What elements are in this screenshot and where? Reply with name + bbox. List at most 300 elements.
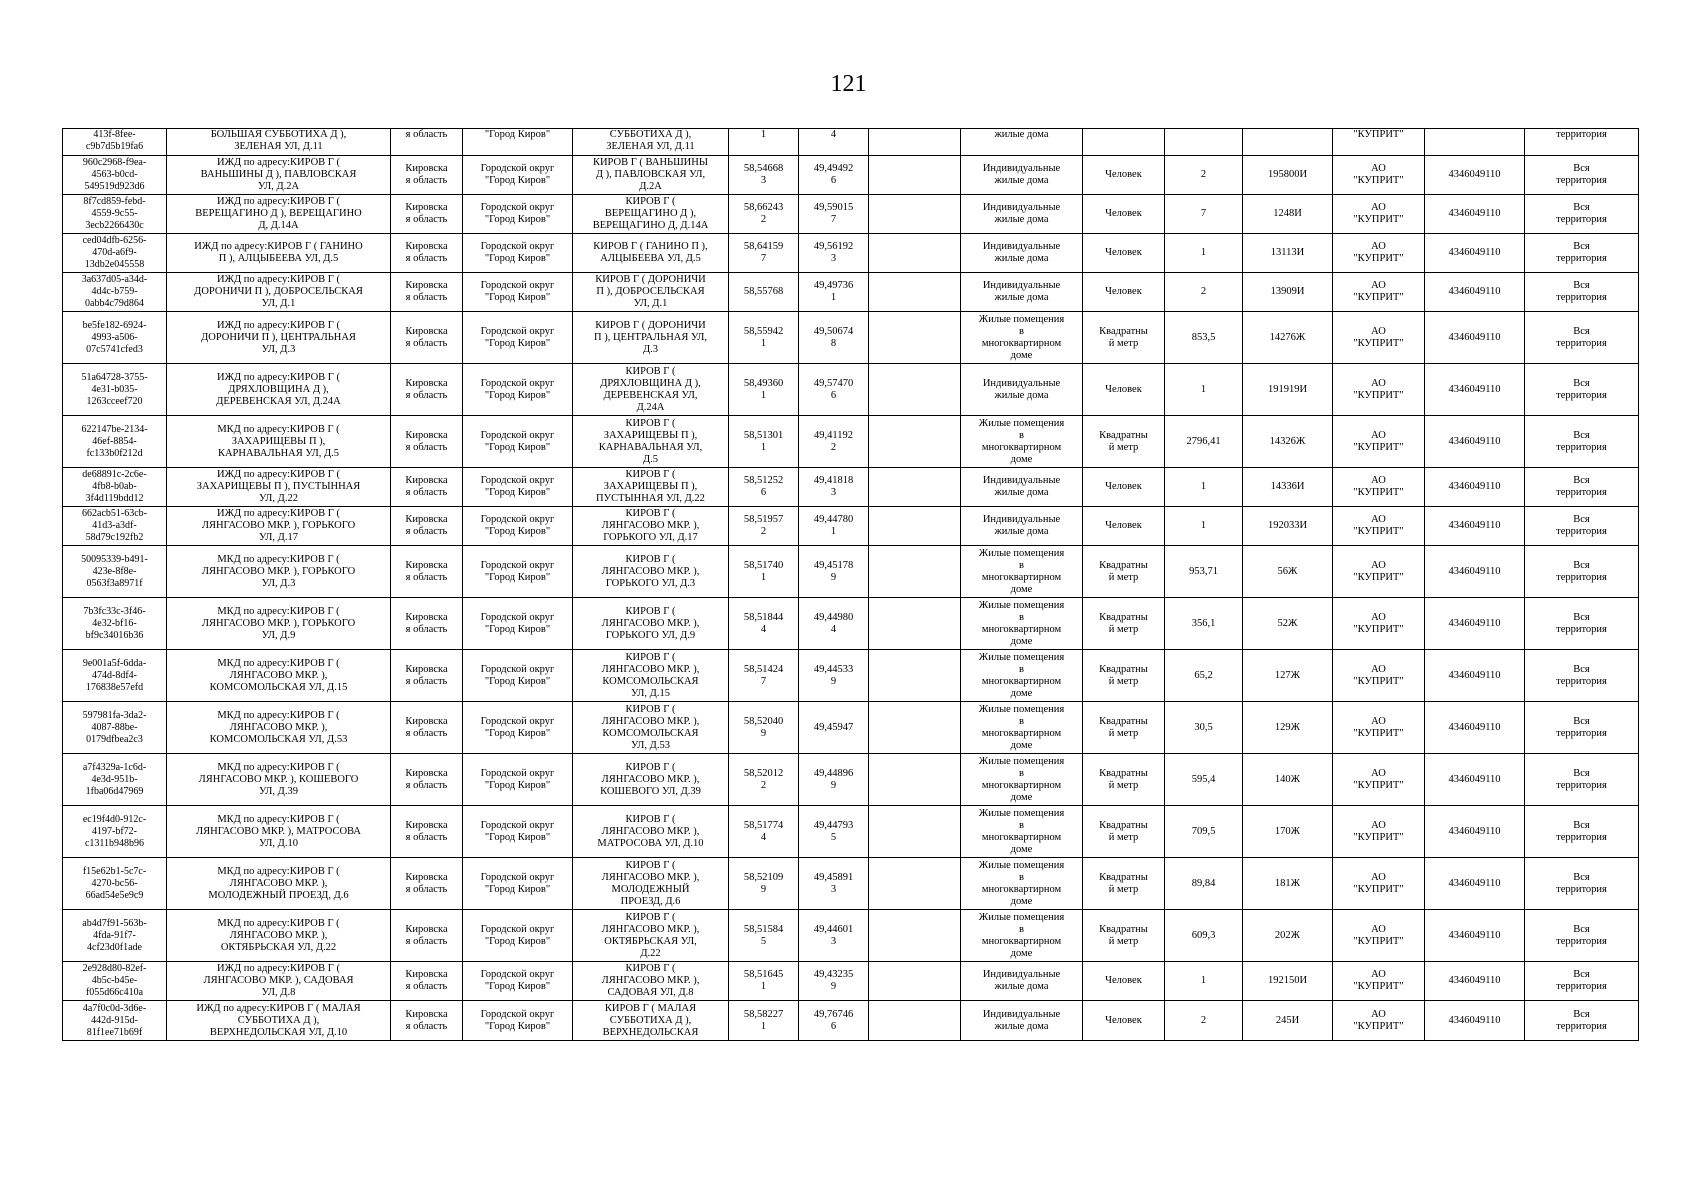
cell-inn: 4346049110 — [1425, 364, 1525, 416]
cell-object-name: ИЖД по адресу:КИРОВ Г ( ВАНЬШИНЫ Д ), ПАВЛОВСКАЯ УЛ, Д.2А — [167, 156, 391, 195]
cell-quantity: 7 — [1165, 195, 1243, 234]
cell-longitude: 49,45178 9 — [799, 546, 869, 598]
cell-inn: 4346049110 — [1425, 312, 1525, 364]
cell-latitude: 58,55942 1 — [729, 312, 799, 364]
table-row — [63, 1001, 1639, 1041]
cell-territory: Вся территория — [1525, 468, 1639, 507]
page-number: 121 — [830, 71, 867, 97]
cell-region: Кировска я область — [391, 598, 463, 650]
cell-guid: 597981fa-3da2- 4087-88be- 0179dfbea2c3 — [63, 702, 167, 754]
cell-longitude: 49,44601 3 — [799, 910, 869, 962]
cell-unit: Человек — [1083, 468, 1165, 507]
cell-unit: Квадратны й метр — [1083, 806, 1165, 858]
table-row — [63, 416, 1639, 468]
cell-account: 1248И — [1243, 195, 1333, 234]
cell-inn: 4346049110 — [1425, 702, 1525, 754]
cell-object-name: МКД по адресу:КИРОВ Г ( ЛЯНГАСОВО МКР. ), КОШЕВОГО УЛ, Д.39 — [167, 754, 391, 806]
cell-empty — [869, 754, 961, 806]
cell-municipality: Городской округ "Город Киров" — [463, 507, 573, 546]
cell-longitude: 49,44980 4 — [799, 598, 869, 650]
table-row — [63, 364, 1639, 416]
cell-housing-type: Жилые помещения в многоквартирном доме — [961, 702, 1083, 754]
cell-quantity: 953,71 — [1165, 546, 1243, 598]
table-row — [63, 754, 1639, 806]
table-row — [63, 702, 1639, 754]
cell-latitude: 58,52012 2 — [729, 754, 799, 806]
cell-latitude: 58,51645 1 — [729, 962, 799, 1001]
cell-territory: Вся территория — [1525, 312, 1639, 364]
cell-account: 13909И — [1243, 273, 1333, 312]
cell-municipality: Городской округ "Город Киров" — [463, 1001, 573, 1041]
cell-municipality: Городской округ "Город Киров" — [463, 234, 573, 273]
table-body — [63, 129, 1639, 1041]
cell-organization: АО "КУПРИТ" — [1333, 962, 1425, 1001]
cell-object-name: ИЖД по адресу:КИРОВ Г ( ДОРОНИЧИ П ), ДОБРОСЕЛЬСКАЯ УЛ, Д.1 — [167, 273, 391, 312]
cell-quantity: 853,5 — [1165, 312, 1243, 364]
cell-address: КИРОВ Г ( ЛЯНГАСОВО МКР. ), КОШЕВОГО УЛ, Д.39 — [573, 754, 729, 806]
cell-inn: 4346049110 — [1425, 156, 1525, 195]
cell-guid: 3a637d05-a34d- 4d4c-b759- 0abb4c79d864 — [63, 273, 167, 312]
cell-empty — [869, 1001, 961, 1041]
table-row — [63, 195, 1639, 234]
cell-territory: Вся территория — [1525, 1001, 1639, 1041]
cell-organization: АО "КУПРИТ" — [1333, 468, 1425, 507]
table-row — [63, 507, 1639, 546]
cell-quantity: 356,1 — [1165, 598, 1243, 650]
cell-guid: 9e001a5f-6dda- 474d-8df4- 176838e57efd — [63, 650, 167, 702]
cell-latitude: 58,51424 7 — [729, 650, 799, 702]
cell-territory: Вся территория — [1525, 962, 1639, 1001]
cell-empty — [869, 416, 961, 468]
registry-table — [62, 128, 1639, 1041]
cell-longitude: 49,45891 3 — [799, 858, 869, 910]
cell-organization: "КУПРИТ" — [1333, 129, 1425, 156]
cell-organization: АО "КУПРИТ" — [1333, 754, 1425, 806]
cell-municipality: Городской округ "Город Киров" — [463, 156, 573, 195]
cell-housing-type: Жилые помещения в многоквартирном доме — [961, 858, 1083, 910]
cell-guid: 51a64728-3755- 4e31-b035- 1263cceef720 — [63, 364, 167, 416]
cell-territory: Вся территория — [1525, 156, 1639, 195]
cell-municipality: Городской округ "Город Киров" — [463, 598, 573, 650]
cell-account: 181Ж — [1243, 858, 1333, 910]
cell-territory: Вся территория — [1525, 702, 1639, 754]
cell-account: 192033И — [1243, 507, 1333, 546]
cell-organization: АО "КУПРИТ" — [1333, 910, 1425, 962]
cell-municipality: Городской округ "Город Киров" — [463, 416, 573, 468]
cell-guid: be5fe182-6924- 4993-a506- 07c5741cfed3 — [63, 312, 167, 364]
cell-guid: 8f7cd859-febd- 4559-9c55- 3ecb2266430c — [63, 195, 167, 234]
cell-latitude: 58,51301 1 — [729, 416, 799, 468]
cell-quantity: 709,5 — [1165, 806, 1243, 858]
table-row — [63, 468, 1639, 507]
cell-unit: Человек — [1083, 962, 1165, 1001]
cell-inn: 4346049110 — [1425, 507, 1525, 546]
cell-inn: 4346049110 — [1425, 858, 1525, 910]
cell-empty — [869, 858, 961, 910]
cell-guid: 960c2968-f9ea- 4563-b0cd- 549519d923d6 — [63, 156, 167, 195]
cell-longitude: 49,44780 1 — [799, 507, 869, 546]
cell-inn: 4346049110 — [1425, 910, 1525, 962]
cell-housing-type: Жилые помещения в многоквартирном доме — [961, 910, 1083, 962]
cell-account: 245И — [1243, 1001, 1333, 1041]
cell-longitude: 4 — [799, 129, 869, 156]
cell-longitude: 49,76746 6 — [799, 1001, 869, 1041]
cell-guid: f15e62b1-5c7c- 4270-bc56- 66ad54e5e9c9 — [63, 858, 167, 910]
cell-housing-type: Индивидуальные жилые дома — [961, 273, 1083, 312]
cell-region: Кировска я область — [391, 234, 463, 273]
cell-latitude: 58,58227 1 — [729, 1001, 799, 1041]
cell-municipality: Городской округ "Город Киров" — [463, 312, 573, 364]
cell-region: Кировска я область — [391, 546, 463, 598]
cell-inn: 4346049110 — [1425, 273, 1525, 312]
cell-unit: Человек — [1083, 364, 1165, 416]
cell-address: КИРОВ Г ( ДРЯХЛОВЩИНА Д ), ДЕРЕВЕНСКАЯ УЛ, Д.24А — [573, 364, 729, 416]
cell-quantity: 1 — [1165, 962, 1243, 1001]
cell-inn: 4346049110 — [1425, 754, 1525, 806]
cell-unit: Квадратны й метр — [1083, 650, 1165, 702]
cell-object-name: МКД по адресу:КИРОВ Г ( ЗАХАРИЩЕВЫ П ), КАРНАВАЛЬНАЯ УЛ, Д.5 — [167, 416, 391, 468]
cell-unit: Человек — [1083, 1001, 1165, 1041]
cell-quantity: 1 — [1165, 507, 1243, 546]
cell-housing-type: Жилые помещения в многоквартирном доме — [961, 546, 1083, 598]
cell-guid: 4a7f0c0d-3d6e- 442d-915d- 81f1ee71b69f — [63, 1001, 167, 1041]
cell-inn: 4346049110 — [1425, 962, 1525, 1001]
cell-inn: 4346049110 — [1425, 806, 1525, 858]
cell-account: 191919И — [1243, 364, 1333, 416]
cell-empty — [869, 962, 961, 1001]
table-row — [63, 910, 1639, 962]
cell-address: КИРОВ Г ( ЛЯНГАСОВО МКР. ), САДОВАЯ УЛ, Д.8 — [573, 962, 729, 1001]
cell-unit: Человек — [1083, 195, 1165, 234]
cell-quantity: 2 — [1165, 1001, 1243, 1041]
cell-object-name: ИЖД по адресу:КИРОВ Г ( ДОРОНИЧИ П ), ЦЕНТРАЛЬНАЯ УЛ, Д.3 — [167, 312, 391, 364]
cell-territory: Вся территория — [1525, 507, 1639, 546]
cell-inn: 4346049110 — [1425, 416, 1525, 468]
cell-empty — [869, 312, 961, 364]
cell-object-name: ИЖД по адресу:КИРОВ Г ( ДРЯХЛОВЩИНА Д ), ДЕРЕВЕНСКАЯ УЛ, Д.24А — [167, 364, 391, 416]
cell-organization: АО "КУПРИТ" — [1333, 858, 1425, 910]
cell-account: 192150И — [1243, 962, 1333, 1001]
table-row — [63, 650, 1639, 702]
cell-latitude: 58,55768 — [729, 273, 799, 312]
cell-address: КИРОВ Г ( ЛЯНГАСОВО МКР. ), КОМСОМОЛЬСКАЯ УЛ, Д.53 — [573, 702, 729, 754]
cell-account: 52Ж — [1243, 598, 1333, 650]
table-row — [63, 546, 1639, 598]
table-row — [63, 806, 1639, 858]
cell-account: 127Ж — [1243, 650, 1333, 702]
cell-region: Кировска я область — [391, 806, 463, 858]
cell-unit: Квадратны й метр — [1083, 858, 1165, 910]
cell-organization: АО "КУПРИТ" — [1333, 806, 1425, 858]
table-row — [63, 156, 1639, 195]
cell-municipality: Городской округ "Город Киров" — [463, 962, 573, 1001]
cell-municipality: Городской округ "Город Киров" — [463, 468, 573, 507]
cell-territory: Вся территория — [1525, 598, 1639, 650]
cell-address: КИРОВ Г ( ГАНИНО П ), АЛЦЫБЕЕВА УЛ, Д.5 — [573, 234, 729, 273]
cell-object-name: МКД по адресу:КИРОВ Г ( ЛЯНГАСОВО МКР. ), ГОРЬКОГО УЛ, Д.9 — [167, 598, 391, 650]
cell-unit: Квадратны й метр — [1083, 312, 1165, 364]
cell-unit: Человек — [1083, 507, 1165, 546]
cell-municipality: Городской округ "Город Киров" — [463, 910, 573, 962]
cell-latitude: 58,51252 6 — [729, 468, 799, 507]
cell-guid: 413f-8fee- c9b7d5b19fa6 — [63, 129, 167, 156]
cell-housing-type: Индивидуальные жилые дома — [961, 507, 1083, 546]
cell-territory: Вся территория — [1525, 364, 1639, 416]
cell-object-name: ИЖД по адресу:КИРОВ Г ( ГАНИНО П ), АЛЦЫБЕЕВА УЛ, Д.5 — [167, 234, 391, 273]
cell-region: Кировска я область — [391, 650, 463, 702]
cell-latitude: 58,49360 1 — [729, 364, 799, 416]
cell-guid: 662acb51-63cb- 41d3-a3df- 58d79c192fb2 — [63, 507, 167, 546]
cell-longitude: 49,41192 2 — [799, 416, 869, 468]
cell-longitude: 49,44793 5 — [799, 806, 869, 858]
cell-longitude: 49,45947 — [799, 702, 869, 754]
cell-account: 202Ж — [1243, 910, 1333, 962]
cell-housing-type: Жилые помещения в многоквартирном доме — [961, 806, 1083, 858]
cell-empty — [869, 806, 961, 858]
cell-housing-type: Индивидуальные жилые дома — [961, 1001, 1083, 1041]
cell-housing-type: Жилые помещения в многоквартирном доме — [961, 416, 1083, 468]
cell-organization: АО "КУПРИТ" — [1333, 416, 1425, 468]
cell-municipality: Городской округ "Город Киров" — [463, 195, 573, 234]
table-row — [63, 858, 1639, 910]
cell-housing-type: Индивидуальные жилые дома — [961, 468, 1083, 507]
cell-unit: Человек — [1083, 273, 1165, 312]
cell-territory: Вся территория — [1525, 910, 1639, 962]
cell-account: 129Ж — [1243, 702, 1333, 754]
cell-quantity: 609,3 — [1165, 910, 1243, 962]
cell-organization: АО "КУПРИТ" — [1333, 507, 1425, 546]
cell-latitude: 58,54668 3 — [729, 156, 799, 195]
cell-account: 195800И — [1243, 156, 1333, 195]
cell-address: СУББОТИХА Д ), ЗЕЛЕНАЯ УЛ, Д.11 — [573, 129, 729, 156]
cell-guid: 50095339-b491- 423e-8f8e- 0563f3a8971f — [63, 546, 167, 598]
cell-inn: 4346049110 — [1425, 650, 1525, 702]
cell-quantity: 1 — [1165, 234, 1243, 273]
cell-empty — [869, 598, 961, 650]
cell-empty — [869, 195, 961, 234]
cell-organization: АО "КУПРИТ" — [1333, 364, 1425, 416]
cell-organization: АО "КУПРИТ" — [1333, 273, 1425, 312]
cell-municipality: Городской округ "Город Киров" — [463, 364, 573, 416]
table-row — [63, 273, 1639, 312]
cell-municipality: Городской округ "Город Киров" — [463, 650, 573, 702]
cell-territory: Вся территория — [1525, 195, 1639, 234]
cell-region: Кировска я область — [391, 962, 463, 1001]
table-row — [63, 129, 1639, 156]
cell-organization: АО "КУПРИТ" — [1333, 702, 1425, 754]
cell-object-name: ИЖД по адресу:КИРОВ Г ( ВЕРЕЩАГИНО Д ), ВЕРЕЩАГИНО Д, Д.14А — [167, 195, 391, 234]
cell-empty — [869, 234, 961, 273]
cell-account: 14276Ж — [1243, 312, 1333, 364]
cell-territory: Вся территория — [1525, 273, 1639, 312]
cell-quantity: 2 — [1165, 273, 1243, 312]
cell-account: 170Ж — [1243, 806, 1333, 858]
cell-guid: de68891c-2c6e- 4fb8-b0ab- 3f4d119bdd12 — [63, 468, 167, 507]
cell-latitude: 58,52109 9 — [729, 858, 799, 910]
cell-longitude: 49,49736 1 — [799, 273, 869, 312]
cell-region: Кировска я область — [391, 416, 463, 468]
cell-municipality: Городской округ "Город Киров" — [463, 702, 573, 754]
cell-guid: ec19f4d0-912c- 4197-bf72- c1311b948b96 — [63, 806, 167, 858]
cell-latitude: 58,51740 1 — [729, 546, 799, 598]
cell-housing-type: Индивидуальные жилые дома — [961, 962, 1083, 1001]
cell-unit: Квадратны й метр — [1083, 702, 1165, 754]
cell-object-name: МКД по адресу:КИРОВ Г ( ЛЯНГАСОВО МКР. ), МОЛОДЕЖНЫЙ ПРОЕЗД, Д.6 — [167, 858, 391, 910]
cell-region: Кировска я область — [391, 273, 463, 312]
cell-latitude: 58,66243 2 — [729, 195, 799, 234]
cell-inn: 4346049110 — [1425, 468, 1525, 507]
cell-object-name: МКД по адресу:КИРОВ Г ( ЛЯНГАСОВО МКР. ), ОКТЯБРЬСКАЯ УЛ, Д.22 — [167, 910, 391, 962]
cell-region: Кировска я область — [391, 858, 463, 910]
cell-longitude: 49,43235 9 — [799, 962, 869, 1001]
cell-organization: АО "КУПРИТ" — [1333, 1001, 1425, 1041]
cell-longitude: 49,50674 8 — [799, 312, 869, 364]
cell-object-name: ИЖД по адресу:КИРОВ Г ( ЛЯНГАСОВО МКР. ), САДОВАЯ УЛ, Д.8 — [167, 962, 391, 1001]
cell-latitude: 58,52040 9 — [729, 702, 799, 754]
cell-empty — [869, 546, 961, 598]
cell-territory: территория — [1525, 129, 1639, 156]
cell-guid: 2e928d80-82ef- 4b5c-b45e- f055d66c410a — [63, 962, 167, 1001]
cell-quantity — [1165, 129, 1243, 156]
cell-region: Кировска я область — [391, 910, 463, 962]
cell-municipality: Городской округ "Город Киров" — [463, 273, 573, 312]
table-row — [63, 962, 1639, 1001]
cell-object-name: МКД по адресу:КИРОВ Г ( ЛЯНГАСОВО МКР. ), КОМСОМОЛЬСКАЯ УЛ, Д.53 — [167, 702, 391, 754]
cell-address: КИРОВ Г ( ЛЯНГАСОВО МКР. ), ГОРЬКОГО УЛ, Д.9 — [573, 598, 729, 650]
cell-quantity: 1 — [1165, 364, 1243, 416]
cell-guid: ced04dfb-6256- 470d-a6f9- 13db2e045558 — [63, 234, 167, 273]
cell-empty — [869, 910, 961, 962]
cell-territory: Вся территория — [1525, 806, 1639, 858]
cell-address: КИРОВ Г ( ЛЯНГАСОВО МКР. ), ОКТЯБРЬСКАЯ УЛ, Д.22 — [573, 910, 729, 962]
cell-housing-type: Индивидуальные жилые дома — [961, 195, 1083, 234]
cell-housing-type: Индивидуальные жилые дома — [961, 156, 1083, 195]
cell-quantity: 595,4 — [1165, 754, 1243, 806]
cell-object-name: МКД по адресу:КИРОВ Г ( ЛЯНГАСОВО МКР. ), ГОРЬКОГО УЛ, Д.3 — [167, 546, 391, 598]
cell-latitude: 58,64159 7 — [729, 234, 799, 273]
cell-territory: Вся территория — [1525, 858, 1639, 910]
cell-latitude: 58,51844 4 — [729, 598, 799, 650]
cell-region: Кировска я область — [391, 468, 463, 507]
cell-address: КИРОВ Г ( ВЕРЕЩАГИНО Д ), ВЕРЕЩАГИНО Д, Д.14А — [573, 195, 729, 234]
cell-longitude: 49,49492 6 — [799, 156, 869, 195]
cell-empty — [869, 273, 961, 312]
cell-address: КИРОВ Г ( ДОРОНИЧИ П ), ЦЕНТРАЛЬНАЯ УЛ, Д.3 — [573, 312, 729, 364]
cell-region: Кировска я область — [391, 312, 463, 364]
cell-municipality: Городской округ "Город Киров" — [463, 858, 573, 910]
cell-guid: a7f4329a-1c6d- 4e3d-951b- 1fba06d47969 — [63, 754, 167, 806]
cell-unit: Человек — [1083, 234, 1165, 273]
cell-housing-type: Жилые помещения в многоквартирном доме — [961, 312, 1083, 364]
cell-municipality: Городской округ "Город Киров" — [463, 754, 573, 806]
cell-inn: 4346049110 — [1425, 1001, 1525, 1041]
cell-empty — [869, 650, 961, 702]
cell-latitude: 58,51584 5 — [729, 910, 799, 962]
cell-unit: Квадратны й метр — [1083, 546, 1165, 598]
cell-territory: Вся территория — [1525, 546, 1639, 598]
cell-longitude: 49,57470 6 — [799, 364, 869, 416]
cell-territory: Вся территория — [1525, 416, 1639, 468]
cell-unit: Квадратны й метр — [1083, 754, 1165, 806]
cell-municipality: Городской округ "Город Киров" — [463, 546, 573, 598]
cell-longitude: 49,44896 9 — [799, 754, 869, 806]
cell-housing-type: Жилые помещения в многоквартирном доме — [961, 754, 1083, 806]
cell-longitude: 49,56192 3 — [799, 234, 869, 273]
cell-organization: АО "КУПРИТ" — [1333, 156, 1425, 195]
cell-address: КИРОВ Г ( ЛЯНГАСОВО МКР. ), МАТРОСОВА УЛ, Д.10 — [573, 806, 729, 858]
cell-account: 56Ж — [1243, 546, 1333, 598]
cell-quantity: 1 — [1165, 468, 1243, 507]
cell-address: КИРОВ Г ( ДОРОНИЧИ П ), ДОБРОСЕЛЬСКАЯ УЛ, Д.1 — [573, 273, 729, 312]
cell-region: Кировска я область — [391, 195, 463, 234]
cell-latitude: 58,51774 4 — [729, 806, 799, 858]
cell-address: КИРОВ Г ( ЛЯНГАСОВО МКР. ), ГОРЬКОГО УЛ, Д.3 — [573, 546, 729, 598]
cell-region: Кировска я область — [391, 754, 463, 806]
cell-region: Кировска я область — [391, 156, 463, 195]
cell-housing-type: жилые дома — [961, 129, 1083, 156]
cell-quantity: 65,2 — [1165, 650, 1243, 702]
cell-housing-type: Жилые помещения в многоквартирном доме — [961, 598, 1083, 650]
cell-inn — [1425, 129, 1525, 156]
cell-region: Кировска я область — [391, 702, 463, 754]
cell-account: 14336И — [1243, 468, 1333, 507]
cell-unit: Человек — [1083, 156, 1165, 195]
cell-address: КИРОВ Г ( ВАНЬШИНЫ Д ), ПАВЛОВСКАЯ УЛ, Д.2А — [573, 156, 729, 195]
cell-address: КИРОВ Г ( ЛЯНГАСОВО МКР. ), ГОРЬКОГО УЛ, Д.17 — [573, 507, 729, 546]
cell-guid: 7b3fc33c-3f46- 4e32-bf16- bf9c34016b36 — [63, 598, 167, 650]
cell-housing-type: Индивидуальные жилые дома — [961, 234, 1083, 273]
cell-organization: АО "КУПРИТ" — [1333, 546, 1425, 598]
cell-quantity: 30,5 — [1165, 702, 1243, 754]
cell-quantity: 89,84 — [1165, 858, 1243, 910]
cell-organization: АО "КУПРИТ" — [1333, 195, 1425, 234]
cell-object-name: МКД по адресу:КИРОВ Г ( ЛЯНГАСОВО МКР. ), МАТРОСОВА УЛ, Д.10 — [167, 806, 391, 858]
table-row — [63, 312, 1639, 364]
cell-empty — [869, 129, 961, 156]
cell-territory: Вся территория — [1525, 754, 1639, 806]
cell-municipality: Городской округ "Город Киров" — [463, 806, 573, 858]
cell-organization: АО "КУПРИТ" — [1333, 234, 1425, 273]
cell-region: Кировска я область — [391, 507, 463, 546]
cell-housing-type: Жилые помещения в многоквартирном доме — [961, 650, 1083, 702]
cell-empty — [869, 364, 961, 416]
cell-latitude: 1 — [729, 129, 799, 156]
cell-object-name: ИЖД по адресу:КИРОВ Г ( МАЛАЯ СУББОТИХА Д ), ВЕРХНЕДОЛЬСКАЯ УЛ, Д.10 — [167, 1001, 391, 1041]
cell-region: Кировска я область — [391, 1001, 463, 1041]
cell-latitude: 58,51957 2 — [729, 507, 799, 546]
cell-guid: ab4d7f91-563b- 4fda-91f7- 4cf23d0f1ade — [63, 910, 167, 962]
cell-guid: 622147be-2134- 46ef-8854- fc133b0f212d — [63, 416, 167, 468]
cell-address: КИРОВ Г ( ЛЯНГАСОВО МКР. ), КОМСОМОЛЬСКАЯ УЛ, Д.15 — [573, 650, 729, 702]
cell-empty — [869, 156, 961, 195]
cell-address: КИРОВ Г ( ЗАХАРИЩЕВЫ П ), ПУСТЫННАЯ УЛ, Д.22 — [573, 468, 729, 507]
cell-organization: АО "КУПРИТ" — [1333, 598, 1425, 650]
cell-organization: АО "КУПРИТ" — [1333, 650, 1425, 702]
cell-territory: Вся территория — [1525, 234, 1639, 273]
cell-inn: 4346049110 — [1425, 234, 1525, 273]
cell-empty — [869, 702, 961, 754]
cell-account: 14326Ж — [1243, 416, 1333, 468]
cell-address: КИРОВ Г ( ЛЯНГАСОВО МКР. ), МОЛОДЕЖНЫЙ ПРОЕЗД, Д.6 — [573, 858, 729, 910]
cell-account: 140Ж — [1243, 754, 1333, 806]
cell-unit: Квадратны й метр — [1083, 598, 1165, 650]
cell-address: КИРОВ Г ( МАЛАЯ СУББОТИХА Д ), ВЕРХНЕДОЛЬСКАЯ — [573, 1001, 729, 1041]
cell-account: 13113И — [1243, 234, 1333, 273]
cell-territory: Вся территория — [1525, 650, 1639, 702]
cell-empty — [869, 468, 961, 507]
cell-object-name: МКД по адресу:КИРОВ Г ( ЛЯНГАСОВО МКР. ), КОМСОМОЛЬСКАЯ УЛ, Д.15 — [167, 650, 391, 702]
cell-empty — [869, 507, 961, 546]
